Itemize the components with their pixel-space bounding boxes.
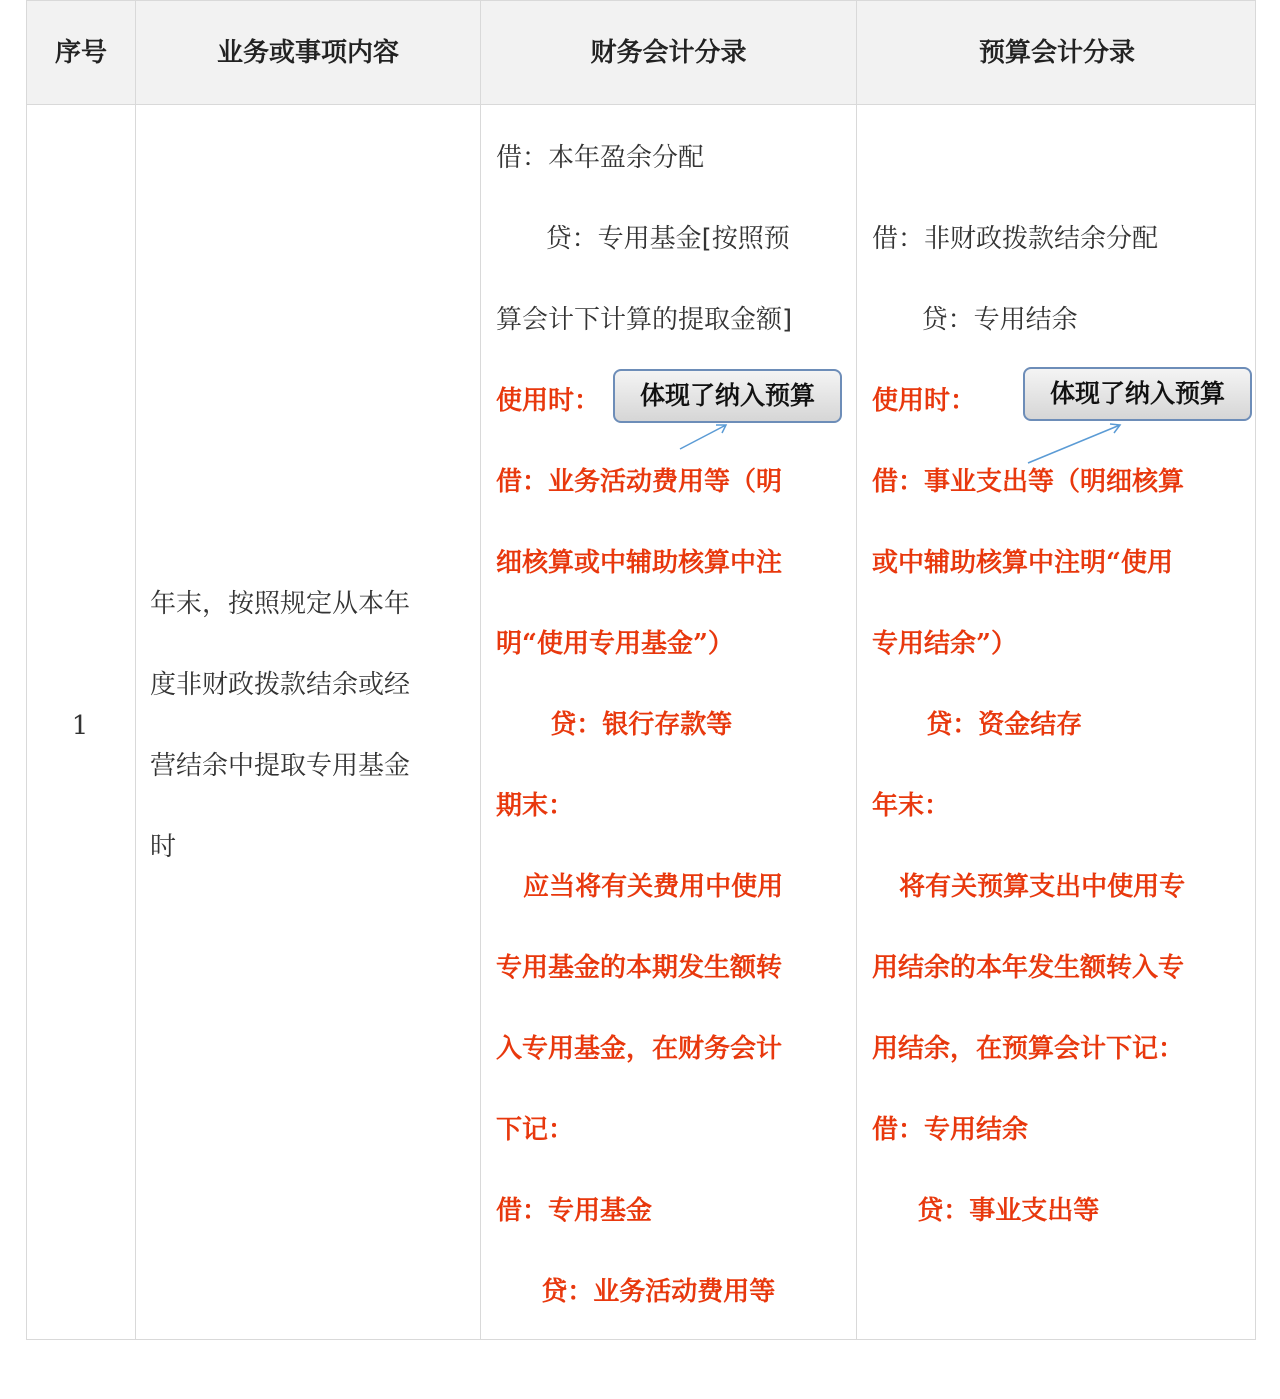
header-serial: 序号 [54,38,107,68]
budget-red-line: 贷：事业支出等 [872,1196,1100,1226]
finance-red-line: 入专用基金，在财务会计 [496,1034,783,1064]
header-item: 业务或事项内容 [216,38,399,68]
column-divider [480,1,481,1339]
column-divider [856,1,857,1339]
item-line: 营结余中提取专用基金 [150,751,411,781]
finance-red-line: 细核算或中辅助核算中注 [496,548,783,578]
finance-red-line: 贷：银行存款等 [496,710,733,740]
budget-red-line: 用结余的本年发生额转入专 [872,953,1185,983]
header-budget: 预算会计分录 [978,38,1135,68]
column-divider [135,1,136,1339]
item-line: 度非财政拨款结余或经 [150,670,411,700]
finance-red-line: 明“使用专用基金”） [496,629,734,659]
finance-entry-line: 贷：专用基金[按照预 [496,224,790,254]
budget-red-line: 借：事业支出等（明细核算 [872,467,1185,497]
row-serial: 1 [71,711,89,741]
budget-red-line: 专用结余”） [872,629,1017,659]
budget-red-line: 用结余，在预算会计下记： [872,1034,1185,1064]
finance-red-line: 借：业务活动费用等（明 [496,467,783,497]
budget-red-line: 贷：资金结存 [872,710,1083,740]
finance-red-line: 借：专用基金 [496,1196,653,1226]
finance-entry-line: 借：本年盈余分配 [496,143,705,173]
item-line: 时 [150,832,177,862]
budget-entry-line: 贷：专用结余 [872,305,1078,335]
finance-red-line: 下记： [496,1115,575,1145]
header-finance: 财务会计分录 [590,38,747,68]
budget-red-line: 借：专用结余 [872,1115,1029,1145]
item-line: 年末，按照规定从本年 [150,589,411,619]
budget-red-line: 年末： [872,791,951,821]
budget-callout-arrow [1028,421,1123,466]
budget-callout: 体现了纳入预算 [1023,367,1252,421]
finance-red-line: 应当将有关费用中使用 [496,872,784,902]
finance-callout-arrow [680,423,730,453]
finance-red-line: 贷：业务活动费用等 [496,1277,776,1307]
finance-red-line: 期末： [496,791,575,821]
budget-red-line: 将有关预算支出中使用专 [872,872,1186,902]
budget-entry-line: 借：非财政拨款结余分配 [872,224,1159,254]
finance-red-line: 专用基金的本期发生额转 [496,953,783,983]
budget-red-line: 使用时： [872,386,977,416]
finance-entry-line: 算会计下计算的提取金额] [496,305,793,335]
finance-callout: 体现了纳入预算 [613,369,842,423]
budget-red-line: 或中辅助核算中注明“使用 [872,548,1173,578]
finance-red-line: 使用时： [496,386,601,416]
table-header [27,1,1255,105]
